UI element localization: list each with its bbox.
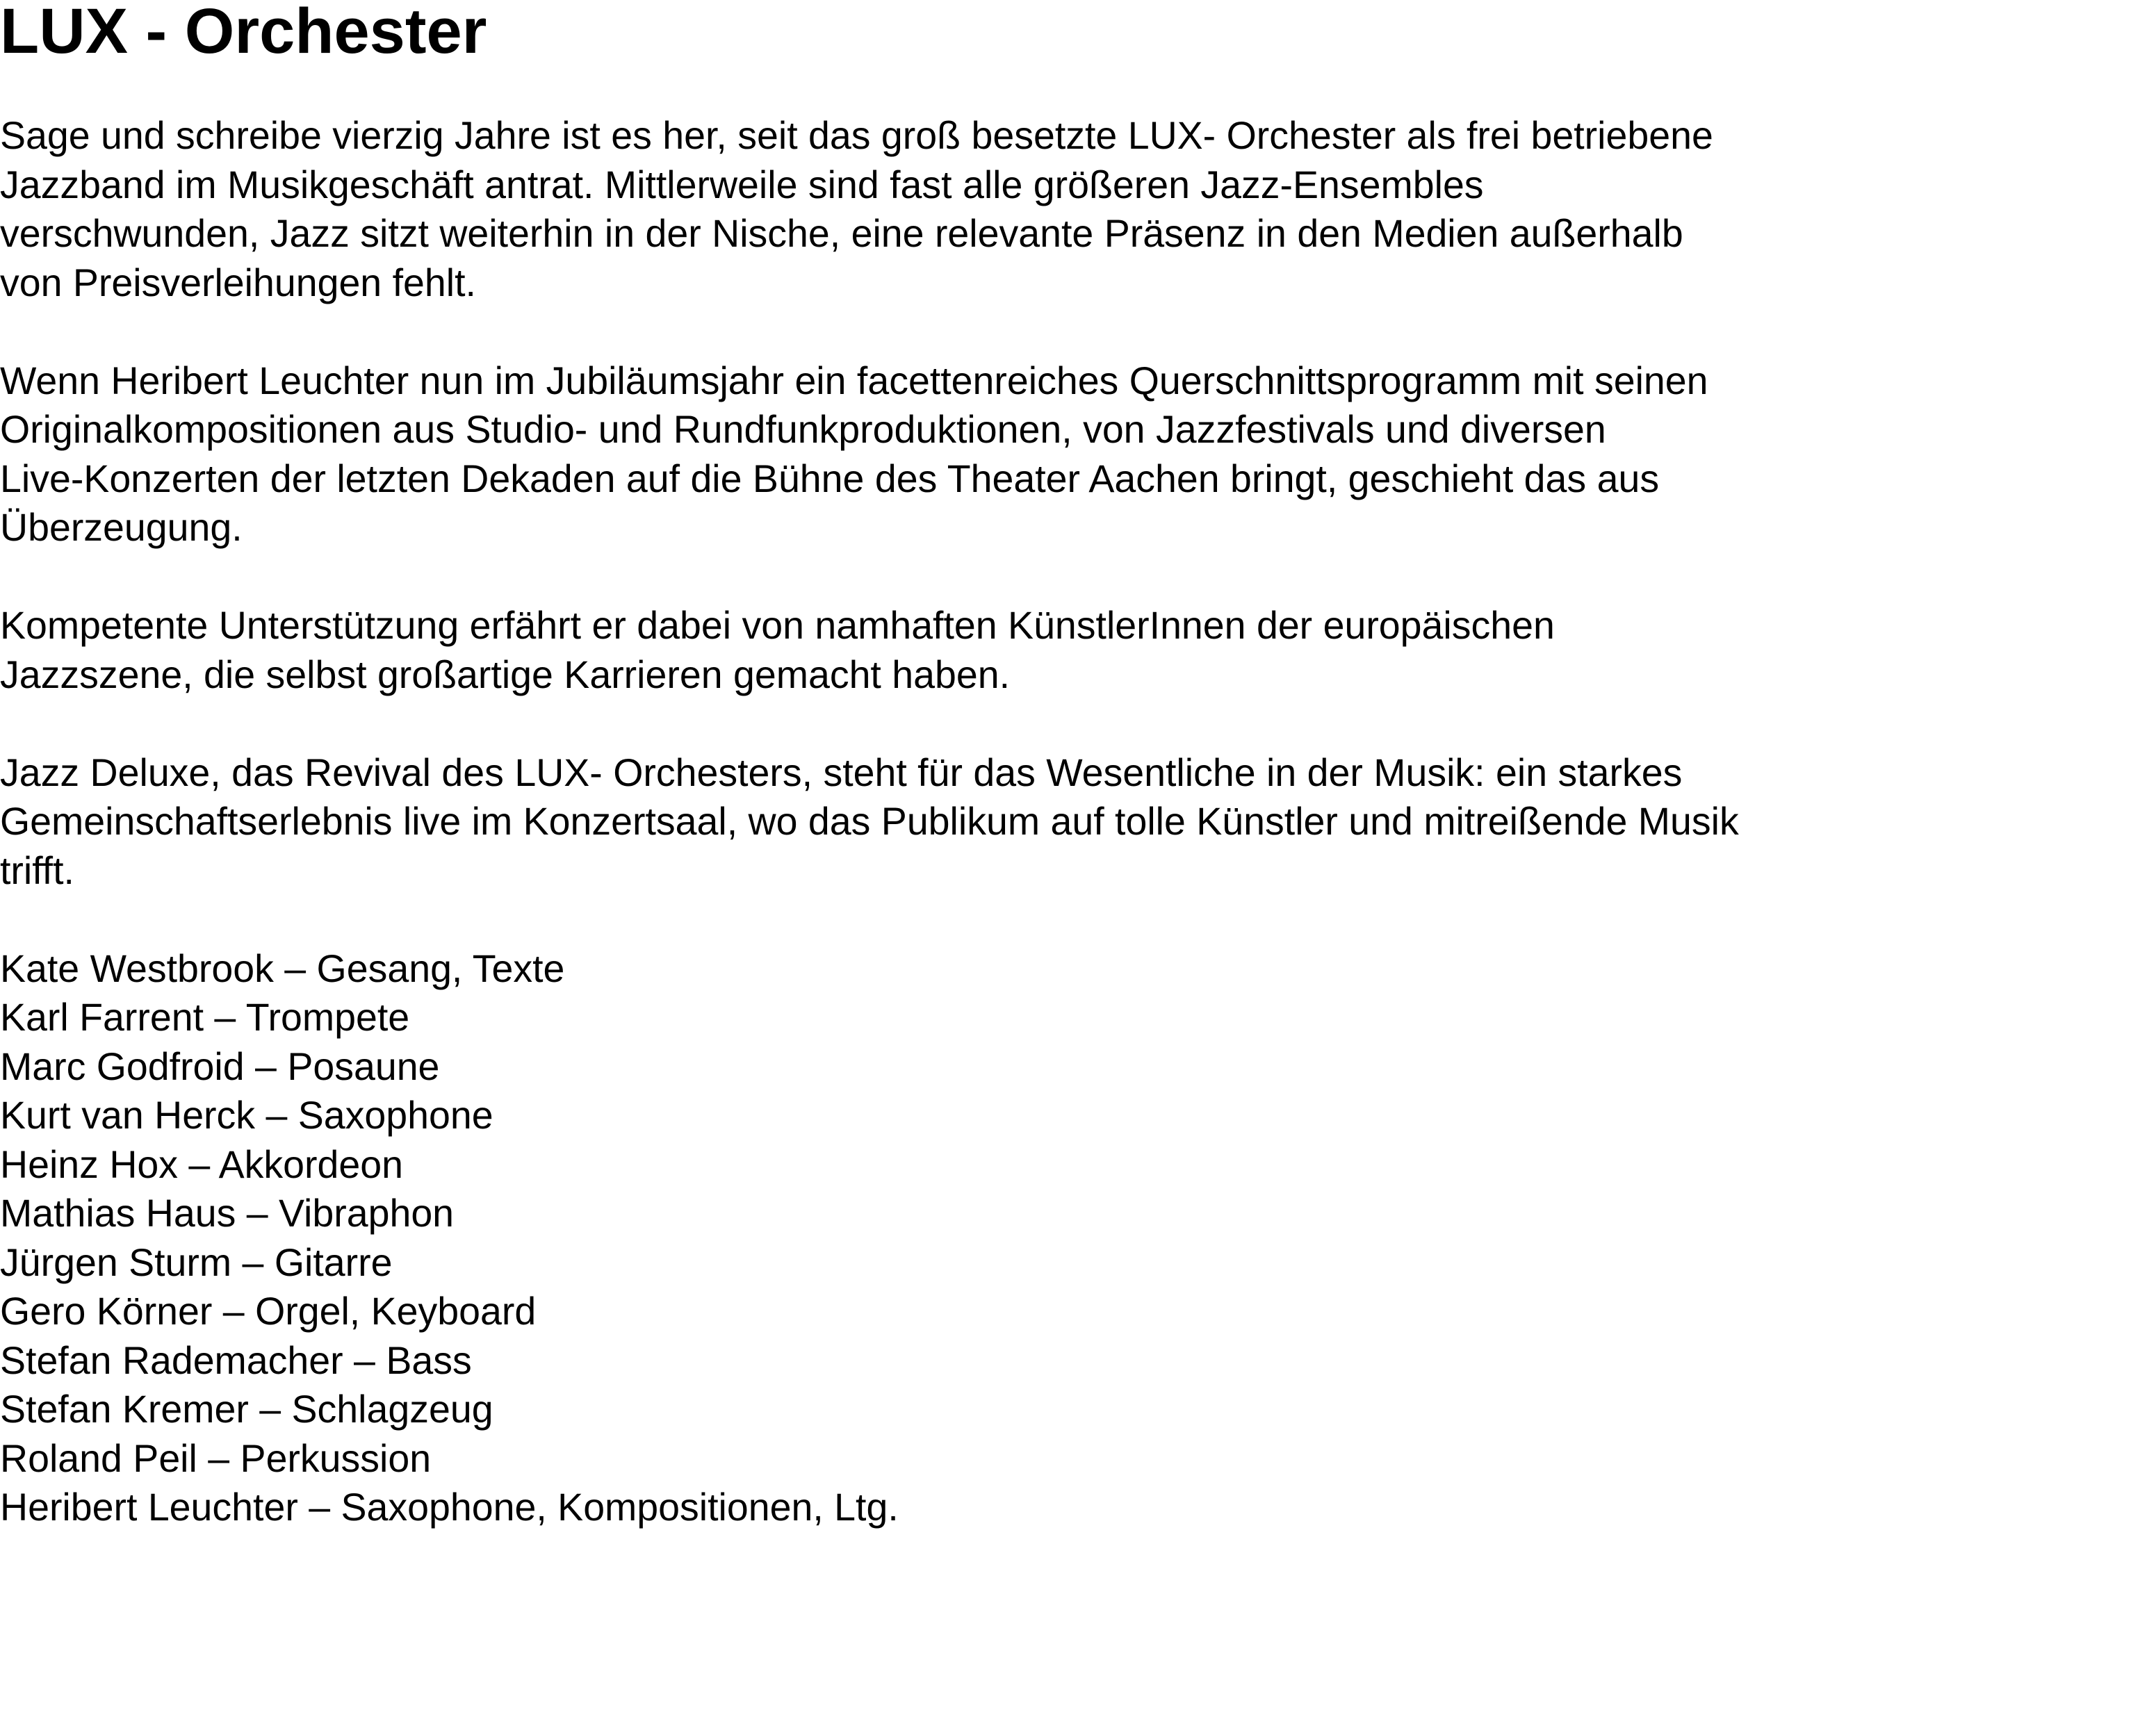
credit-line: Heinz Hox – Akkordeon <box>0 1142 403 1186</box>
credit-line: Kurt van Herck – Saxophone <box>0 1094 493 1137</box>
paragraph-line: Sage und schreibe vierzig Jahre ist es her, seit das groß besetzte LUX- Orchester als frei betriebene <box>0 114 1713 157</box>
paragraph-line: Originalkompositionen aus Studio- und Rundfunkproduktionen, von Jazzfestivals und diversen <box>0 408 1606 451</box>
credit-line: Roland Peil – Perkussion <box>0 1436 432 1480</box>
page-title: LUX - Orchester <box>0 0 487 67</box>
credit-line: Jürgen Sturm – Gitarre <box>0 1240 393 1284</box>
credit-line: Gero Körner – Orgel, Keyboard <box>0 1290 537 1333</box>
paragraph-line: verschwunden, Jazz sitzt weiterhin in der Nische, eine relevante Präsenz in den Medien außerhalb <box>0 212 1683 255</box>
paragraph-line: Live-Konzerten der letzten Dekaden auf die Bühne des Theater Aachen bringt, geschieht das aus <box>0 457 1660 500</box>
paragraph-line: Kompetente Unterstützung erfährt er dabei von namhaften KünstlerInnen der europäischen <box>0 604 1555 647</box>
paragraph-intro <box>0 111 1877 307</box>
credit-line: Stefan Kremer – Schlagzeug <box>0 1388 493 1431</box>
credit-line: Marc Godfroid – Posaune <box>0 1044 440 1088</box>
paragraph-line: Jazzband im Musikgeschäft antrat. Mittlerweile sind fast alle größeren Jazz-Ensembles <box>0 163 1484 206</box>
paragraph-line: Jazzszene, die selbst großartige Karrieren gemacht haben. <box>0 652 1011 696</box>
paragraph-line: Jazz Deluxe, das Revival des LUX- Orchesters, steht für das Wesentliche in der Musik: ein starkes <box>0 750 1683 794</box>
credit-line: Heribert Leuchter – Saxophone, Kompositionen, Ltg. <box>0 1486 899 1529</box>
credit-line: Karl Farrent – Trompete <box>0 996 410 1039</box>
musician-credits-list <box>0 944 1877 1532</box>
credit-line: Mathias Haus – Vibraphon <box>0 1192 455 1235</box>
paragraph-line: Wenn Heribert Leuchter nun im Jubiläumsjahr ein facettenreiches Querschnittsprogramm mit seinen <box>0 359 1708 402</box>
paragraph-program <box>0 356 1877 552</box>
credit-line: Stefan Rademacher – Bass <box>0 1338 472 1382</box>
paragraph-line: Gemeinschaftserlebnis live im Konzertsaal, wo das Publikum auf tolle Künstler und mitreißende Musik <box>0 800 1739 843</box>
paragraph-line: von Preisverleihungen fehlt. <box>0 261 476 304</box>
paragraph-support <box>0 601 1877 699</box>
credit-line: Kate Westbrook – Gesang, Texte <box>0 946 565 990</box>
paragraph-line: Überzeugung. <box>0 506 243 549</box>
paragraph-revival <box>0 748 1877 896</box>
paragraph-line: trifft. <box>0 848 74 892</box>
document-body <box>0 111 1877 1532</box>
